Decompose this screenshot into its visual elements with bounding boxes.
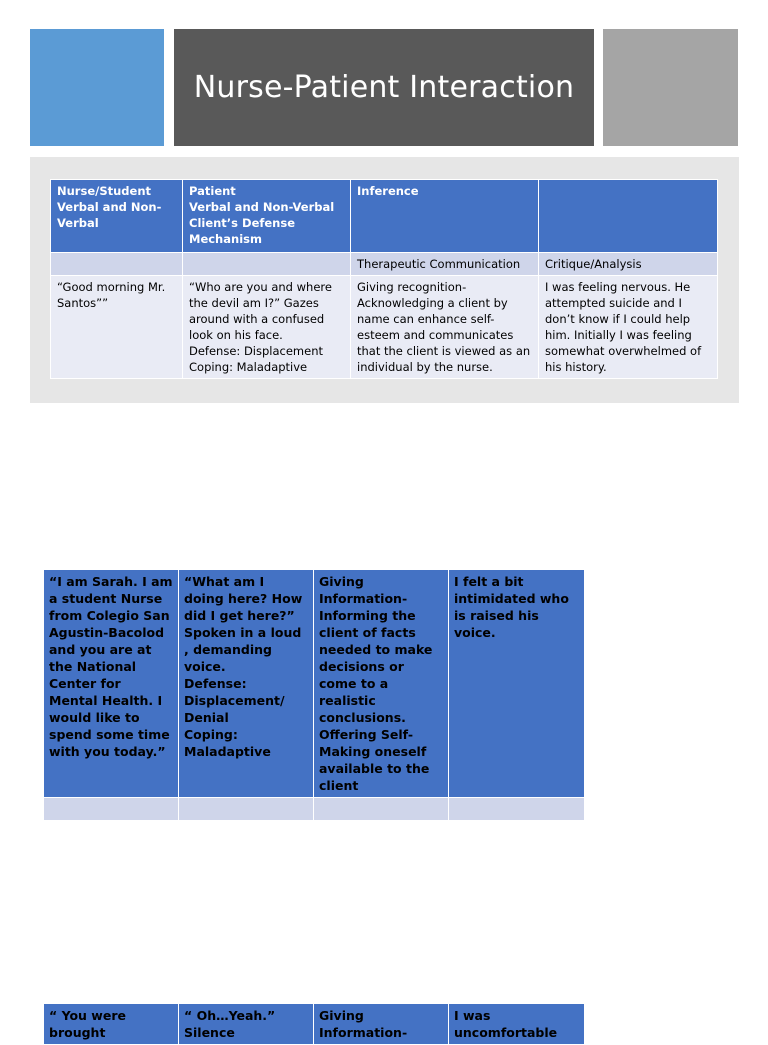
cell-inference: Giving Information- xyxy=(314,1004,449,1045)
header-patient: Patient Verbal and Non-Verbal Client’s Defense Mechanism xyxy=(183,180,351,253)
table-row xyxy=(44,570,585,798)
cell-inference: Giving recognition- Acknowledging a client by name can enhance self-esteem and communicates that the client is viewed as an individual by the nurse. xyxy=(351,276,539,379)
interaction-table-2 xyxy=(43,569,585,821)
empty-cell xyxy=(449,798,585,821)
title-banner xyxy=(174,29,594,146)
cell-patient: “What am I doing here? How did I get here?” Spoken in a loud , demanding voice. Defense: Displacement/ Denial Coping: Maladaptive xyxy=(179,570,314,798)
empty-cell xyxy=(179,798,314,821)
empty-cell xyxy=(314,798,449,821)
table-subheader-row xyxy=(51,253,718,276)
accent-gray-block xyxy=(603,29,738,146)
cell-critique: I was feeling nervous. He attempted suicide and I don’t know if I could help him. Initially I was feeling somewhat overwhelmed of his history. xyxy=(539,276,718,379)
cell-nurse: “I am Sarah. I am a student Nurse from Colegio San Agustin-Bacolod and you are at the National Center for Mental Health. I would like to spend some time with you today.” xyxy=(44,570,179,798)
header-blank xyxy=(539,180,718,253)
header-inference: Inference xyxy=(351,180,539,253)
subheader-therapeutic: Therapeutic Communication xyxy=(351,253,539,276)
cell-critique: I felt a bit intimidated who is raised his voice. xyxy=(449,570,585,798)
cell-patient: “Who are you and where the devil am I?” Gazes around with a confused look on his face. Defense: Displacement Coping: Maladaptive xyxy=(183,276,351,379)
cell-patient: “ Oh…Yeah.” Silence xyxy=(179,1004,314,1045)
empty-cell xyxy=(44,798,179,821)
cell-nurse: “ You were brought xyxy=(44,1004,179,1045)
header-nurse: Nurse/Student Verbal and Non-Verbal xyxy=(51,180,183,253)
accent-blue-block xyxy=(30,29,164,146)
subheader-critique: Critique/Analysis xyxy=(539,253,718,276)
cell-nurse: “Good morning Mr. Santos”” xyxy=(51,276,183,379)
interaction-table-3 xyxy=(43,1003,585,1045)
subheader-blank-2 xyxy=(183,253,351,276)
table-row xyxy=(51,276,718,379)
slide-title: Nurse-Patient Interaction xyxy=(193,70,575,105)
cell-critique: I was uncomfortable xyxy=(449,1004,585,1045)
table-row-empty xyxy=(44,798,585,821)
table-row xyxy=(44,1004,585,1045)
cell-inference: Giving Information- Informing the client of facts needed to make decisions or come to a realistic conclusions. Offering Self- Making oneself available to the client xyxy=(314,570,449,798)
table-header-row xyxy=(51,180,718,253)
interaction-table-1 xyxy=(50,179,718,379)
subheader-blank-1 xyxy=(51,253,183,276)
